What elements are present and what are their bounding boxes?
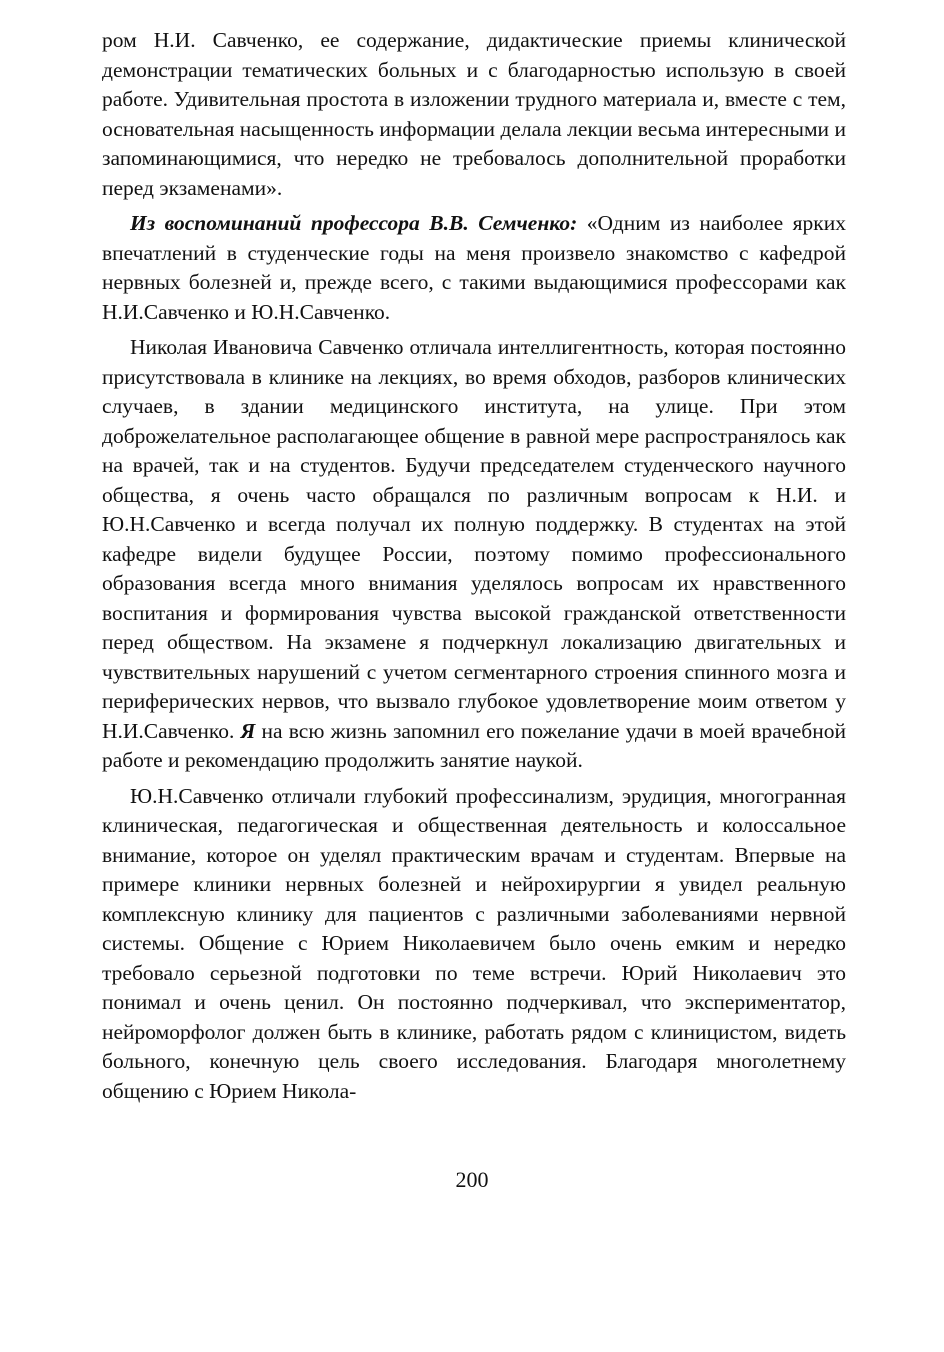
paragraph-text: Николая Ивановича Савченко отличала интеллигентность, которая постоянно присутствовала в клинике на лекциях, во время обходов, разборов клинических случаев, в здании медицинского института, на улице. При этом доброжелательное располагающее общение в равной мере распространялось как на врачей, так и на студентов. Будучи председателем студенческого научного общества, я очень часто обращался по различным вопросам к Н.И. и Ю.Н.Савченко и всегда получал их полную поддержку. В студентах на этой кафедре видели будущее России, поэтому помимо профессионального образования всегда много внимания уделялось вопросам их нравственного воспитания и формирования чувства высокой гражданской ответственности перед обществом. На экзамене я подчеркнул локализацию двигательных и чувствительных нарушений с учетом сегментарного строения спинного мозга и периферических нервов, что вызвало глубокое удовлетворение моим ответом у Н.И.Савченко. bbox=[102, 335, 846, 743]
page-number: 200 bbox=[455, 1167, 489, 1192]
memoir-lead-heading: Из воспоминаний профессора В.В. Семченко: bbox=[130, 211, 578, 235]
paragraph-memoir-semchenko bbox=[102, 209, 846, 327]
document-page bbox=[102, 26, 846, 1106]
paragraph-nikolai-savchenko bbox=[102, 333, 846, 776]
paragraph-yuri-savchenko: Ю.Н.Савченко отличали глубокий профессинализм, эрудиция, многогранная клиническая, педагогическая и общественная деятельность и колоссальное внимание, которое он уделял практическим врачам и студентам. Впервые на примере клиники нервных болезней и нейрохирургии я увидел реальную комплексную клинику для пациентов с различными заболеваниями нервной системы. Общение с Юрием Николаевичем было очень емким и нередко требовало серьезной подготовки по теме встречи. Юрий Николаевич это понимал и очень ценил. Он постоянно подчеркивал, что экспериментатор, нейроморфолог должен быть в клинике, работать рядом с клиницистом, видеть больного, конечную цель своего исследования. Благодаря многолетнему общению с Юрием Никола- bbox=[102, 783, 846, 1103]
paragraph-text: на всю жизнь запомнил его пожелание удачи в моей врачебной работе и рекомендацию продолжить занятие наукой. bbox=[102, 718, 846, 772]
paragraph-continuation: ром Н.И. Савченко, ее содержание, дидактические приемы клинической демонстрации тематических больных и с благодарностью использую в своей работе. Удивительная простота в изложении трудного материала и, вместе с тем, основательная насыщенность информации делала лекции весьма интересными и запоминающимися, что нередко не требовалось дополнительной проработки перед экзаменами». bbox=[102, 28, 846, 200]
memoir-intro-text: «Одним из наиболее ярких впечатлений в студенческие годы на меня произвело знакомство с кафедрой нервных болезней и, прежде всего, с такими выдающимися профессорами как Н.И.Савченко и Ю.Н.Савченко. bbox=[102, 211, 846, 324]
emphasis-ya: Я bbox=[240, 718, 256, 743]
